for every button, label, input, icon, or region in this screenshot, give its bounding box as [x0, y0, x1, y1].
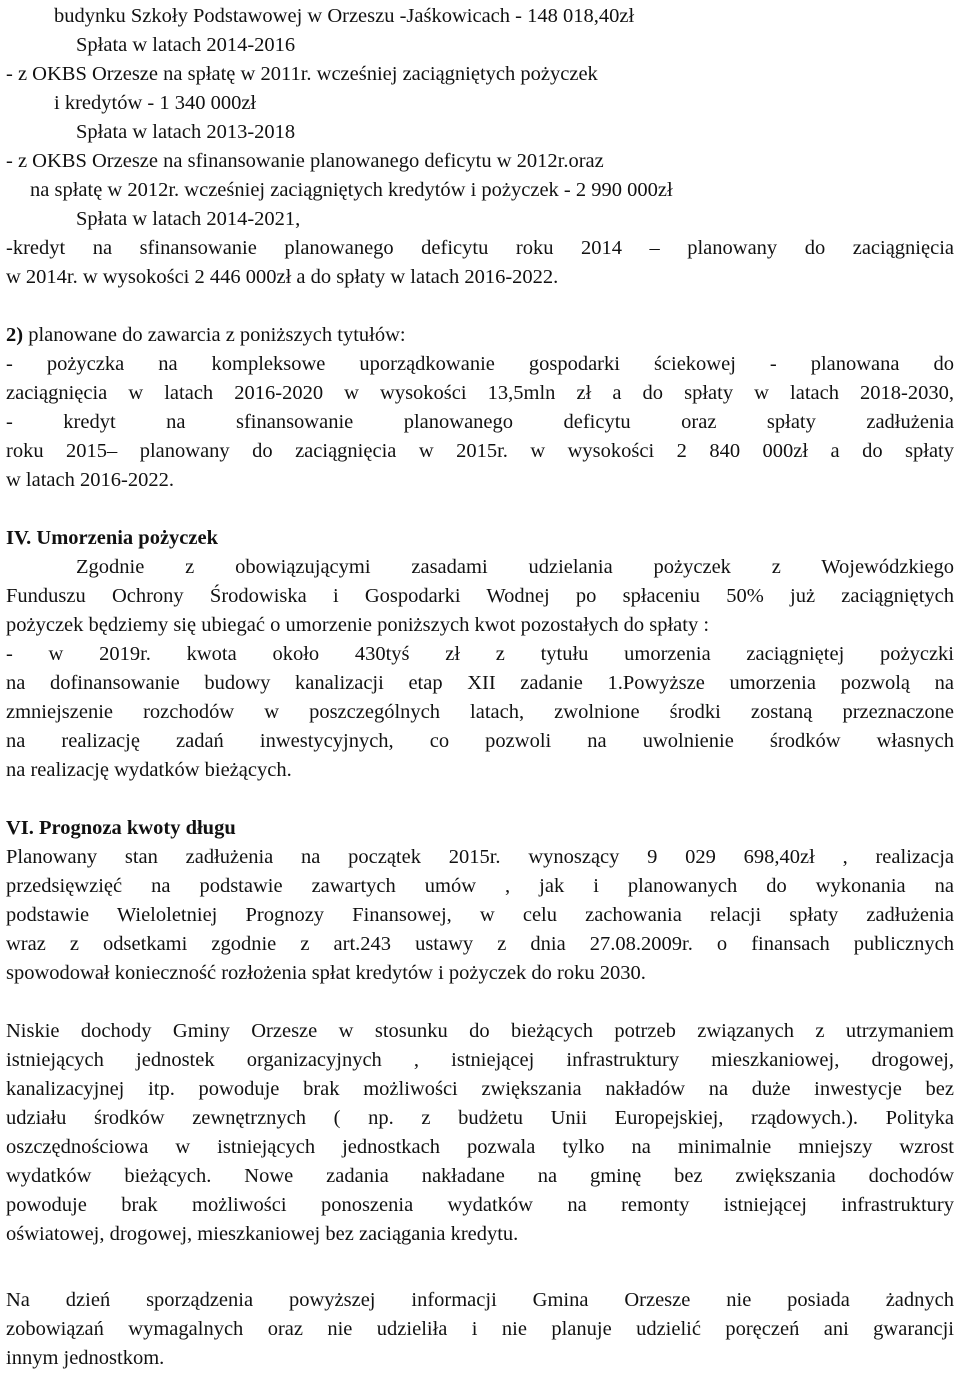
- section-iv-heading: [6, 524, 954, 553]
- planned-heading-text: planowane do zawarcia z poniższych tytułów:: [23, 324, 406, 346]
- text-line: na spłatę w 2012r. wcześniej zaciągniętych kredytów i pożyczek - 2 990 000zł: [30, 179, 673, 201]
- text-line: - kredyt na sfinansowanie planowanego deficytu oraz spłaty zadłużenia: [6, 411, 954, 433]
- text-line: zobowiązań wymagalnych oraz nie udzieliła i nie planuje udzielić poręczeń ani gwarancji: [6, 1318, 954, 1340]
- text-line: wydatków bieżących. Nowe zadania nakładane na gminę bez zwiększania dochodów: [6, 1165, 954, 1187]
- text-line: zmniejszenie rozchodów w poszczególnych latach, zwolnione środki zostaną przeznaczone: [6, 701, 954, 723]
- text-line: w latach 2016-2022.: [6, 469, 174, 491]
- text-line: podstawie Wieloletniej Prognozy Finansowej, w celu zachowania relacji spłaty zadłużenia: [6, 904, 954, 926]
- text-line: oszczędnościowa w istniejących jednostkach pozwala tylko na minimalnie mniejszy wzrost: [6, 1136, 954, 1158]
- text-line: udziału środków zewnętrznych ( np. z budżetu Unii Europejskiej, rządowych.). Polityka: [6, 1107, 954, 1129]
- text-line: Spłata w latach 2014-2021,: [76, 208, 301, 230]
- text-line: - w 2019r. kwota około 430tyś zł z tytułu umorzenia zaciągniętej pożyczki: [6, 643, 954, 665]
- planned-number: 2): [6, 324, 24, 346]
- text-line: roku 2015– planowany do zaciągnięcia w 2015r. w wysokości 2 840 000zł a do spłaty: [6, 440, 954, 462]
- text-line: - z OKBS Orzesze na spłatę w 2011r. wcześniej zaciągniętych pożyczek: [6, 63, 598, 85]
- text-line: -kredyt na sfinansowanie planowanego deficytu roku 2014 – planowany do zaciągnięcia: [6, 237, 954, 259]
- text-line: Na dzień sporządzenia powyższej informacji Gmina Orzesze nie posiada żadnych: [6, 1289, 954, 1311]
- text-line: kanalizacyjnej itp. powoduje brak możliwości zwiększania nakładów na duże inwestycje bez: [6, 1078, 954, 1100]
- text-line: Funduszu Ochrony Środowiska i Gospodarki Wodnej po spłaceniu 50% już zaciągniętych: [6, 585, 954, 607]
- text-line: na realizację wydatków bieżących.: [6, 759, 292, 781]
- text-line: Niskie dochody Gminy Orzesze w stosunku do bieżących potrzeb związanych z utrzymaniem: [6, 1020, 954, 1042]
- text-line: pożyczek będziemy się ubiegać o umorzenie poniższych kwot pozostałych do spłaty :: [6, 614, 710, 636]
- text-line: na dofinansowanie budowy kanalizacji etap XII zadanie 1.Powyższe umorzenia pozwolą na: [6, 672, 954, 694]
- text-line: Planowany stan zadłużenia na początek 2015r. wynoszący 9 029 698,40zł , realizacja: [6, 846, 954, 868]
- section-vi-heading: VI. Prognoza kwoty długu: [6, 817, 236, 839]
- text-line: - pożyczka na kompleksowe uporządkowanie gospodarki ściekowej - planowana do: [6, 353, 954, 375]
- text-line: i kredytów - 1 340 000zł: [54, 92, 257, 114]
- text-line: powoduje brak możliwości ponoszenia wydatków na remonty istniejącej infrastruktury: [6, 1194, 954, 1216]
- text-line: na realizację zadań inwestycyjnych, co pozwoli na uwolnienie środków własnych: [6, 730, 954, 752]
- text-line: oświatowej, drogowej, mieszkaniowej bez zaciągania kredytu.: [6, 1223, 519, 1245]
- planned-heading: [6, 321, 954, 350]
- text-line: spowodował konieczność rozłożenia spłat kredytów i pożyczek do roku 2030.: [6, 962, 646, 984]
- text-line: zaciągnięcia w latach 2016-2020 w wysokości 13,5mln zł a do spłaty w latach 2018-2030,: [6, 382, 954, 404]
- text-line: budynku Szkoły Podstawowej w Orzeszu -Jaśkowicach - 148 018,40zł: [54, 5, 635, 27]
- text-line: wraz z odsetkami zgodnie z art.243 ustawy z dnia 27.08.2009r. o finansach publicznych: [6, 933, 954, 955]
- text-line: Spłata w latach 2014-2016: [76, 34, 296, 56]
- text-line: w 2014r. w wysokości 2 446 000zł a do spłaty w latach 2016-2022.: [6, 266, 559, 288]
- section-iv-title: Umorzenia pożyczek: [31, 527, 218, 549]
- text-line: Zgodnie z obowiązującymi zasadami udzielania pożyczek z Wojewódzkiego: [76, 556, 954, 578]
- text-line: Spłata w latach 2013-2018: [76, 121, 296, 143]
- text-line: innym jednostkom.: [6, 1347, 165, 1369]
- text-line: - z OKBS Orzesze na sfinansowanie planowanego deficytu w 2012r.oraz: [6, 150, 604, 172]
- section-iv-number: IV.: [6, 527, 32, 549]
- text-line: przedsięwzięć na podstawie zawartych umów , jak i planowanych do wykonania na: [6, 875, 954, 897]
- text-line: istniejących jednostek organizacyjnych , istniejącej infrastruktury mieszkaniowej, drogowej,: [6, 1049, 954, 1071]
